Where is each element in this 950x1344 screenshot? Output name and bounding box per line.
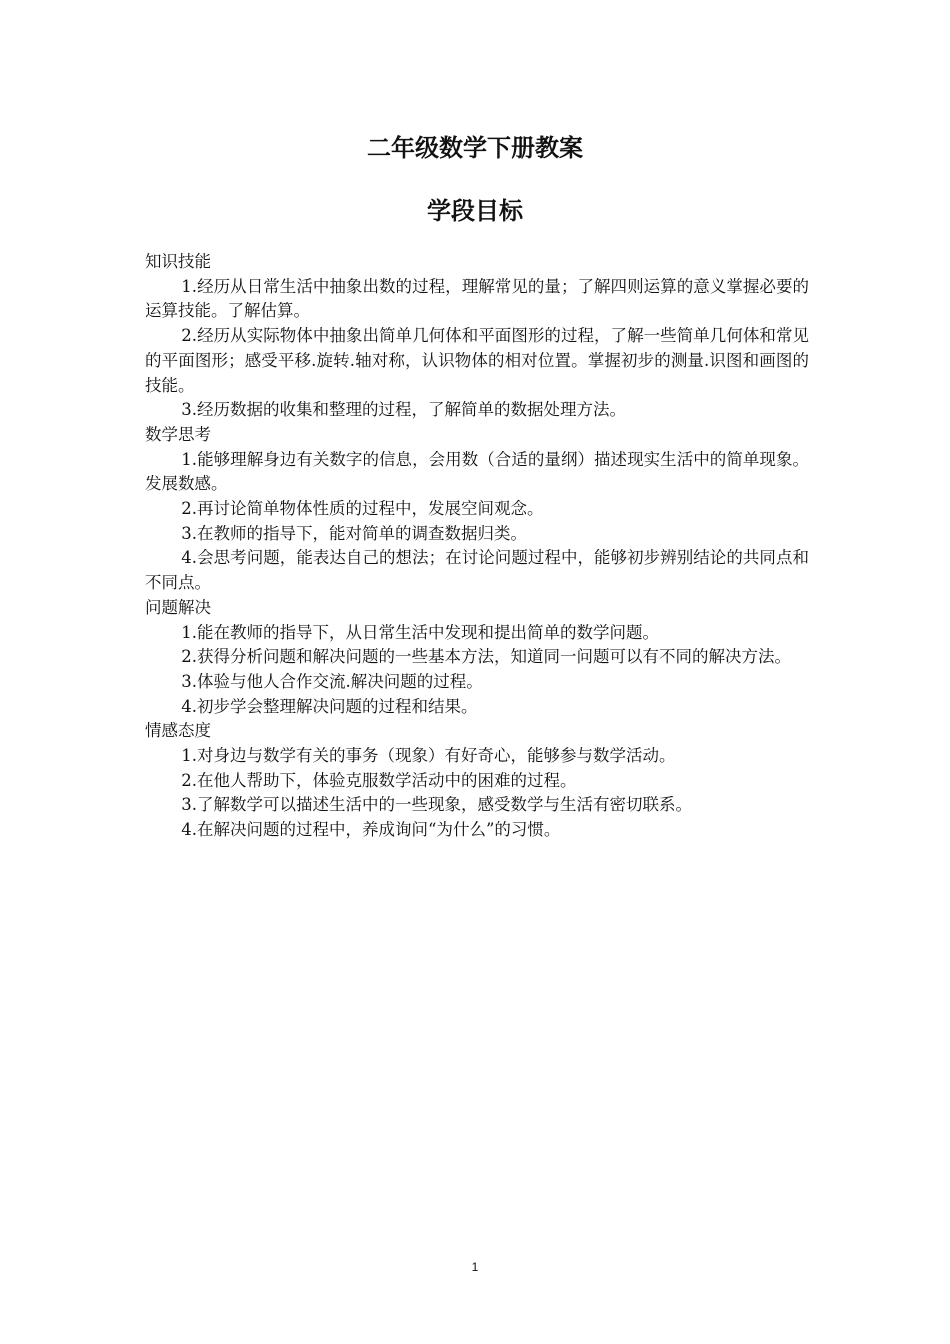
list-item: 3.经历数据的收集和整理的过程，了解简单的数据处理方法。 — [181, 400, 627, 420]
list-item: 3.了解数学可以描述生活中的一些现象，感受数学与生活有密切联系。 — [181, 795, 693, 815]
list-item: 1.对身边与数学有关的事务（现象）有好奇心，能够参与数学活动。 — [181, 746, 676, 766]
document-title: 二年级数学下册教案 — [367, 133, 583, 162]
section-emotional-attitude — [145, 719, 809, 843]
list-item: 4.初步学会整理解决问题的过程和结果。 — [181, 696, 478, 716]
list-item: 2.获得分析问题和解决问题的一些基本方法，知道同一问题可以有不同的解决方法。 — [181, 647, 792, 667]
list-item: 3.在教师的指导下，能对简单的调查数据归类。 — [181, 523, 528, 543]
list-item: 1.能在教师的指导下，从日常生活中发现和提出简单的数学问题。 — [181, 622, 660, 642]
section-heading: 知识技能 — [145, 252, 211, 271]
section-problem-solving — [145, 596, 809, 720]
section-heading: 数学思考 — [145, 424, 211, 444]
page-number: 1 — [471, 1260, 479, 1274]
section-knowledge-skills — [145, 250, 809, 423]
list-item: 4.在解决问题的过程中，养成询问“为什么”的习惯。 — [181, 820, 561, 840]
section-title: 学段目标 — [427, 196, 523, 225]
list-item: 2.在他人帮助下，体验克服数学活动中的困难的过程。 — [181, 770, 577, 790]
list-item: 3.体验与他人合作交流.解决问题的过程。 — [181, 671, 483, 691]
list-item: 1.能够理解身边有关数字的信息，会用数（合适的量纲）描述现实生活中的简单现象。发展数感。 — [145, 449, 809, 494]
list-item: 2.再讨论简单物体性质的过程中，发展空间观念。 — [181, 499, 544, 519]
list-item: 4.会思考问题，能表达自己的想法；在讨论问题过程中，能够初步辨别结论的共同点和不同点。 — [145, 548, 809, 593]
section-math-thinking — [145, 423, 809, 596]
section-heading: 情感态度 — [145, 721, 211, 741]
list-item: 1.经历从日常生活中抽象出数的过程，理解常见的量；了解四则运算的意义掌握必要的运算技能。了解估算。 — [145, 276, 809, 321]
section-heading: 问题解决 — [145, 597, 211, 617]
list-item: 2.经历从实际物体中抽象出简单几何体和平面图形的过程，了解一些简单几何体和常见的平面图形；感受平移.旋转.轴对称，认识物体的相对位置。掌握初步的测量.识图和画图的技能。 — [145, 326, 809, 395]
document-body — [145, 250, 809, 843]
